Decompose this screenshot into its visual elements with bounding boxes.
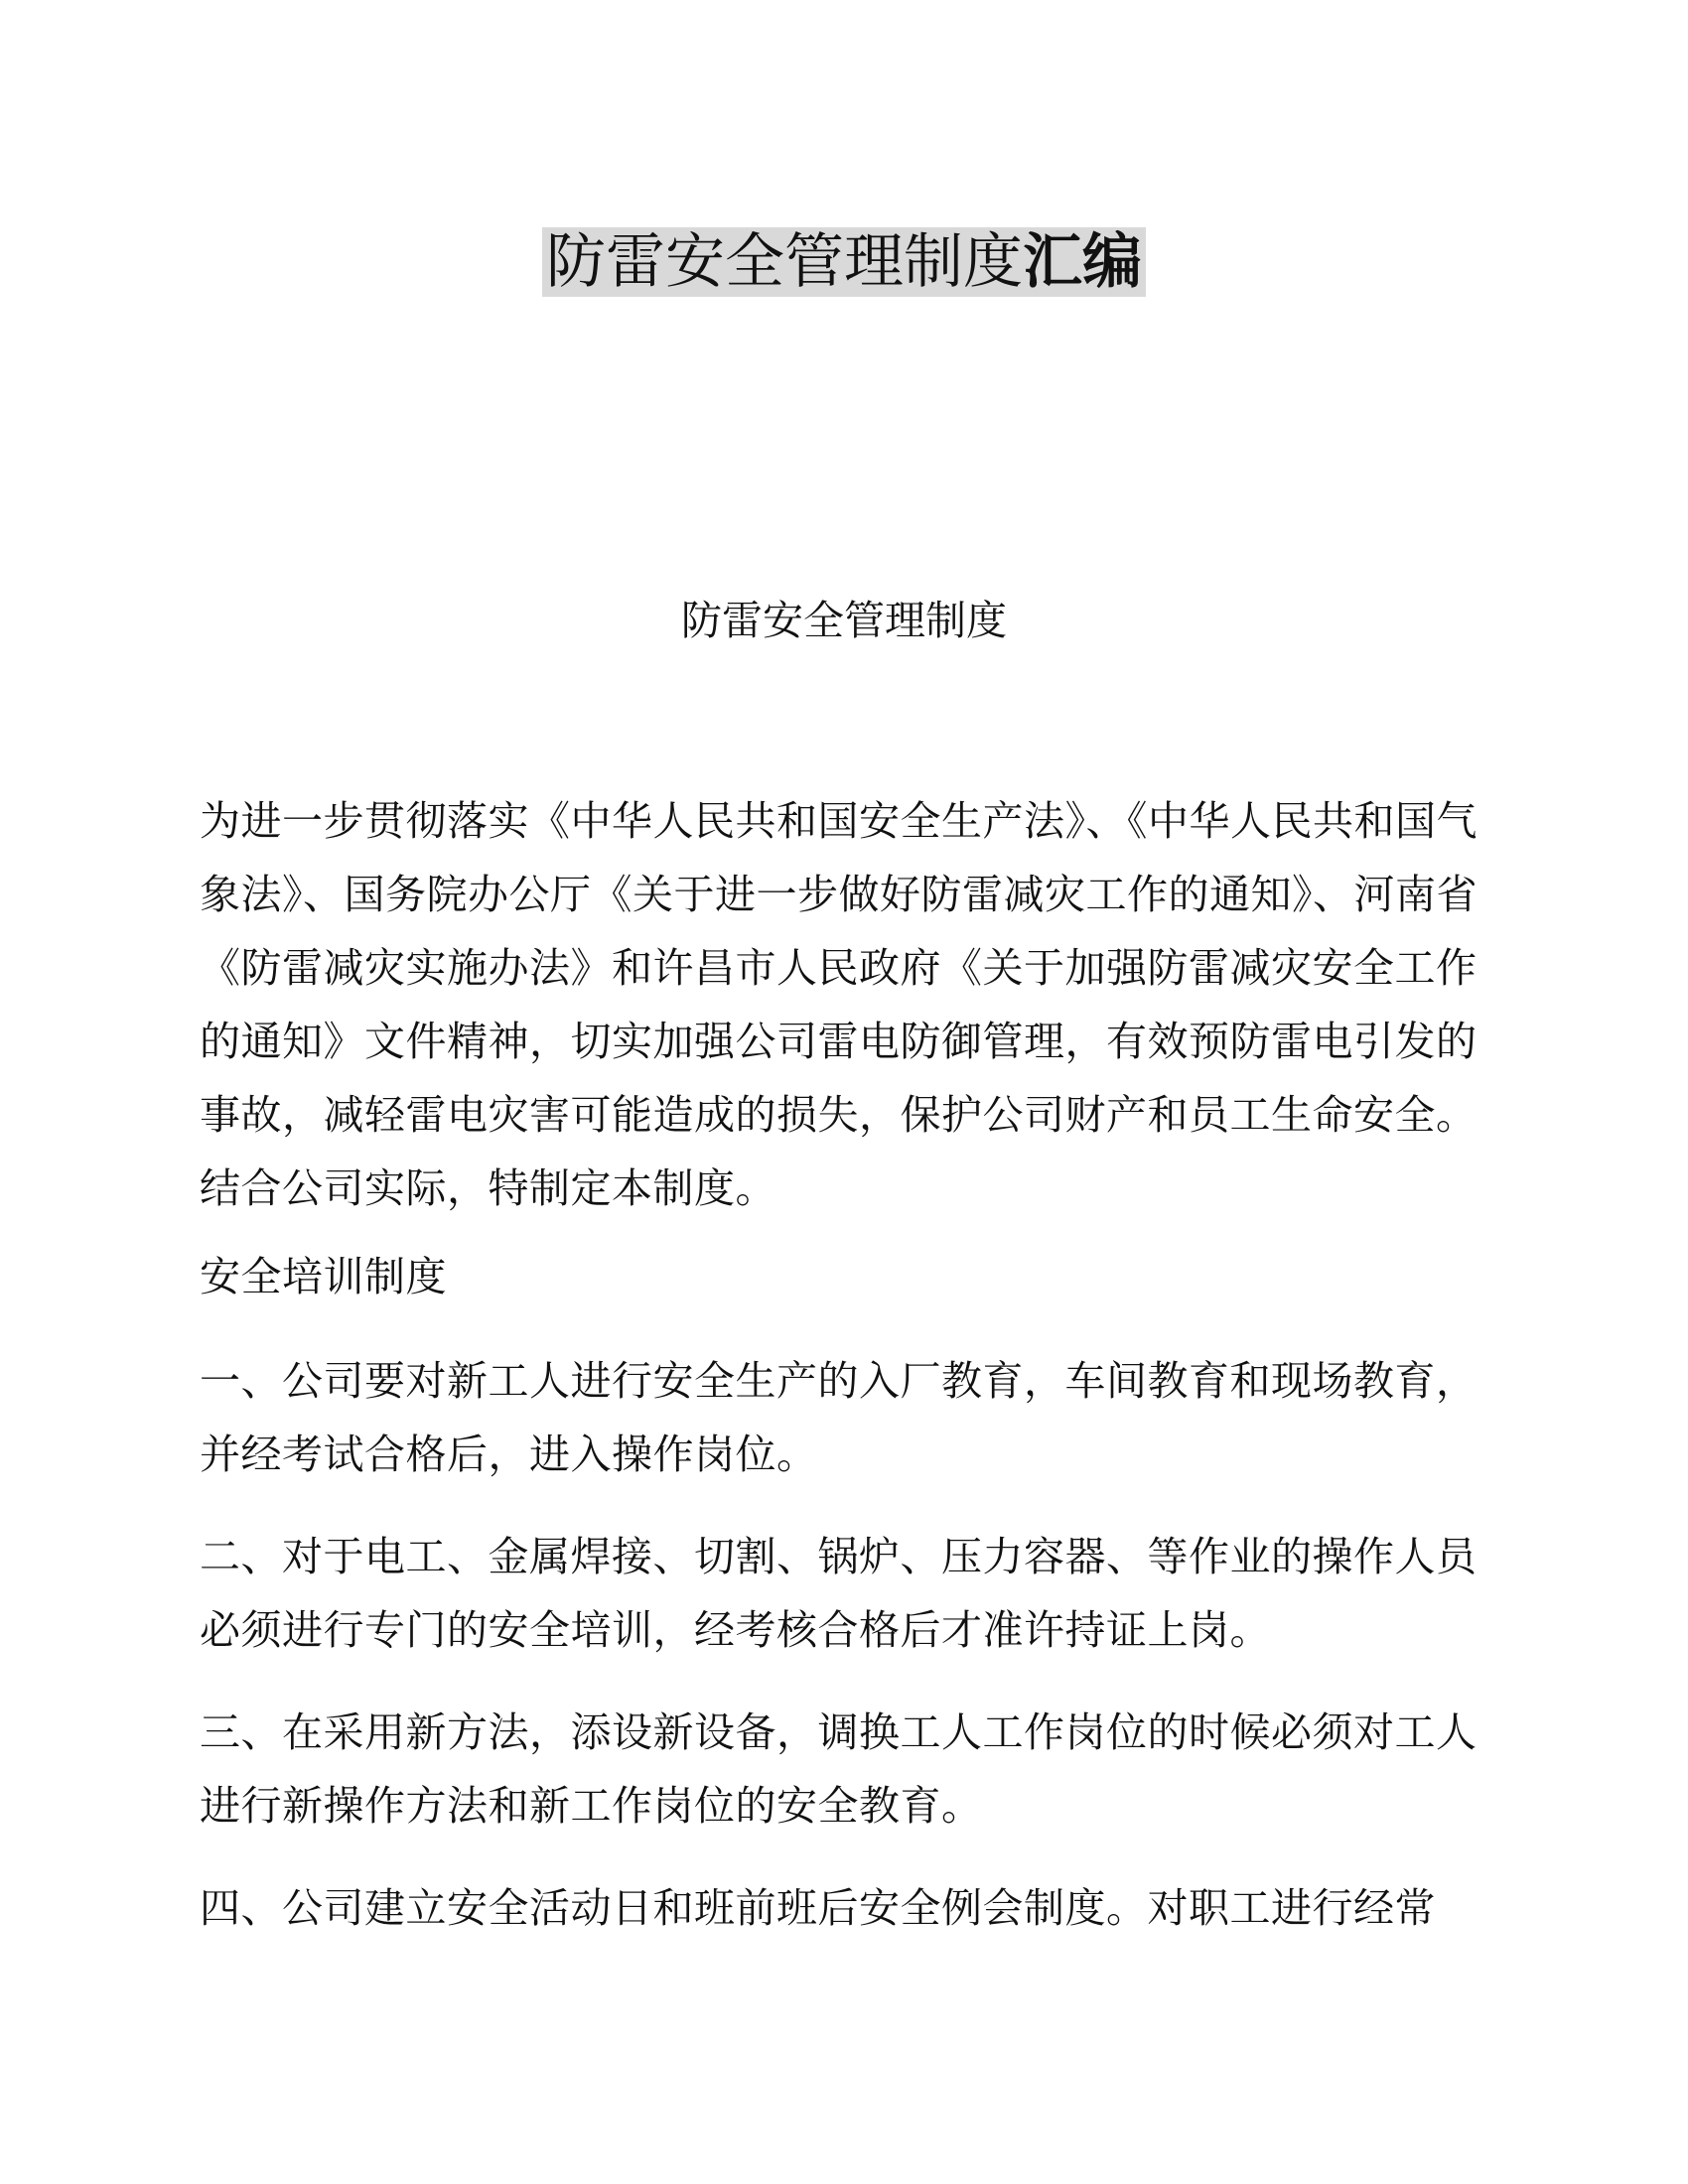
section-heading: 安全培训制度: [200, 1253, 447, 1300]
intro-paragraph: 为进一步贯彻落实《中华人民共和国安全生产法》、《中华人民共和国气象法》、国务院办公厅《关于进一步做好防雷减灾工作的通知》、河南省《防雷减灾实施办法》和许昌市人民政府《关于加强防雷减灾安全工作的通知》文件精神，切实加强公司雷电防御管理，有效预防雷电引发的事故，减轻雷电灾害可能造成的损失，保护公司财产和员工生命安全。结合公司实际，特制定本制度。: [200, 797, 1477, 1212]
main-title: [0, 226, 1688, 298]
list-item: 二、对于电工、金属焊接、切割、锅炉、压力容器、等作业的操作人员必须进行专门的安全培训，经考核合格后才准许持证上岗。: [200, 1533, 1477, 1654]
main-title-bold-text: 汇编: [1023, 227, 1146, 297]
main-title-highlighted-text: 防雷安全管理制度: [542, 227, 1023, 297]
list-item: 四、公司建立安全活动日和班前班后安全例会制度。对职工进行经常: [200, 1884, 1436, 1932]
list-item: 三、在采用新方法，添设新设备，调换工人工作岗位的时候必须对工人进行新操作方法和新工作岗位的安全教育。: [200, 1708, 1477, 1830]
list-item: 一、公司要对新工人进行安全生产的入厂教育，车间教育和现场教育，并经考试合格后，进入操作岗位。: [200, 1357, 1477, 1478]
section-title: 防雷安全管理制度: [681, 597, 1007, 644]
